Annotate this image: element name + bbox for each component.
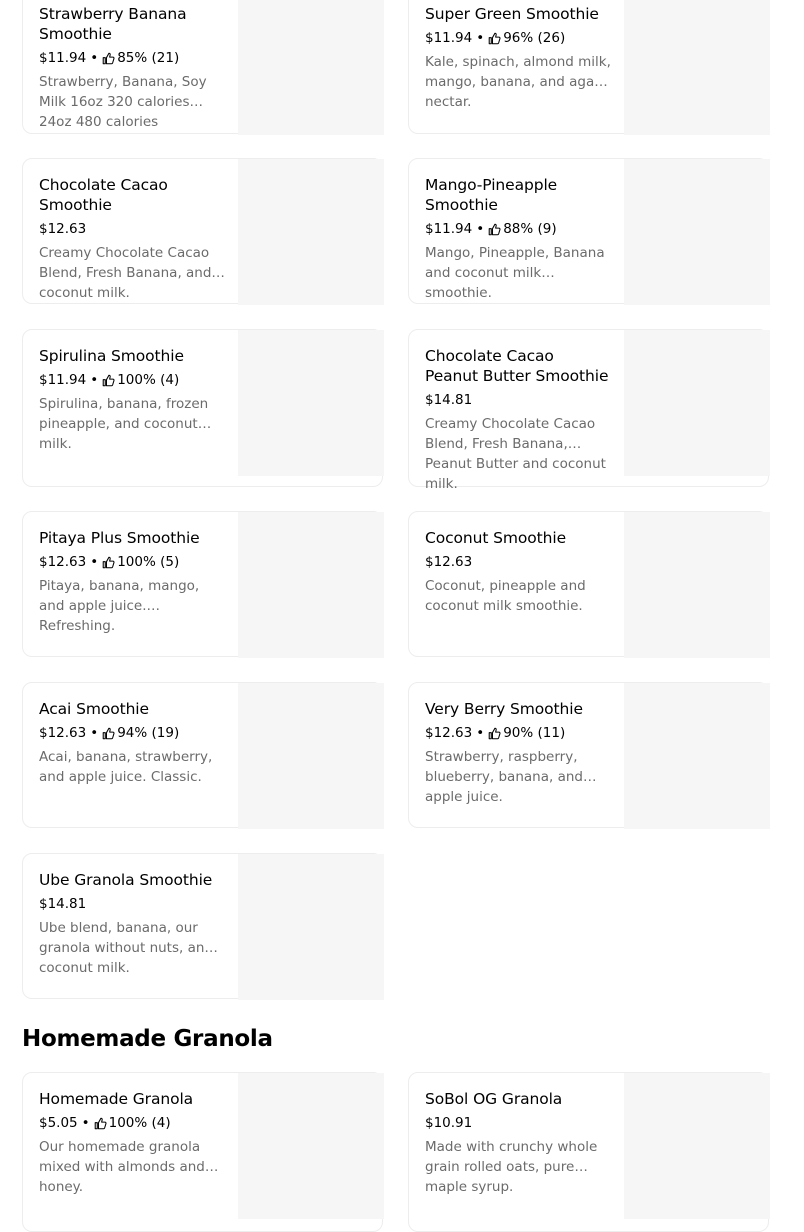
separator-dot: •	[81, 1115, 90, 1131]
separator-dot: •	[90, 725, 99, 741]
item-meta	[425, 1114, 611, 1132]
menu-item-card[interactable]	[408, 329, 769, 492]
thumbs-up-icon	[102, 374, 115, 387]
item-meta	[39, 895, 225, 913]
item-meta	[39, 371, 225, 389]
menu-item-card[interactable]	[408, 682, 769, 828]
item-name: Acai Smoothie	[39, 700, 149, 718]
separator-dot: •	[90, 554, 99, 570]
menu-item-card[interactable]	[408, 0, 769, 134]
item-image	[624, 159, 770, 305]
item-description: Acai, banana, strawberry, and apple juice. Classic.	[39, 749, 213, 785]
item-price: $12.63	[425, 725, 473, 741]
item-rating: 96% (26)	[503, 30, 566, 46]
item-image	[238, 1073, 384, 1219]
item-name: Ube Granola Smoothie	[39, 871, 213, 889]
item-rating: 100% (4)	[108, 1115, 171, 1131]
item-description: Strawberry, Banana, Soy Milk 16oz 320 calories 24oz 480 calories	[39, 74, 207, 130]
menu-item-card[interactable]	[22, 329, 383, 487]
item-name: Mango-Pineapple Smoothie	[425, 176, 558, 214]
item-description: Spirulina, banana, frozen pineapple, and coconut milk.	[39, 396, 209, 452]
menu-item-card[interactable]	[408, 511, 769, 657]
item-image	[238, 0, 384, 135]
menu-item-card[interactable]	[408, 158, 769, 304]
item-name: Very Berry Smoothie	[425, 700, 583, 718]
item-meta	[425, 553, 611, 571]
menu-item-card[interactable]	[22, 511, 383, 657]
item-name: Super Green Smoothie	[425, 5, 599, 23]
item-price: $12.63	[39, 554, 87, 570]
menu-item-card[interactable]	[408, 1072, 769, 1232]
item-name: Spirulina Smoothie	[39, 347, 184, 365]
item-image	[624, 330, 770, 476]
menu-item-card[interactable]	[22, 158, 383, 304]
item-description: Ube blend, banana, our granola without nuts, and coconut milk.	[39, 920, 213, 976]
item-meta	[425, 220, 611, 238]
item-price: $11.94	[425, 30, 473, 46]
item-description: Kale, spinach, almond milk, mango, banana, and agave nectar.	[425, 54, 611, 110]
thumbs-up-icon	[488, 223, 501, 236]
separator-dot: •	[476, 725, 485, 741]
item-price: $5.05	[39, 1115, 78, 1131]
separator-dot: •	[476, 30, 485, 46]
item-meta	[39, 1114, 225, 1132]
item-image	[238, 854, 384, 1000]
thumbs-up-icon	[102, 556, 115, 569]
section-title: Homemade Granola	[22, 1026, 273, 1052]
menu-item-card[interactable]	[22, 853, 383, 999]
item-rating: 100% (4)	[117, 372, 180, 388]
item-price: $12.63	[39, 725, 87, 741]
item-image	[624, 683, 770, 829]
item-meta	[39, 724, 225, 742]
item-meta	[39, 553, 225, 571]
separator-dot: •	[90, 50, 99, 66]
thumbs-up-icon	[102, 727, 115, 740]
item-rating: 85% (21)	[117, 50, 180, 66]
menu-item-card[interactable]	[22, 0, 383, 134]
menu-item-card[interactable]	[22, 682, 383, 828]
item-meta	[425, 29, 611, 47]
item-name: Chocolate Cacao Smoothie	[39, 176, 168, 214]
thumbs-up-icon	[488, 727, 501, 740]
item-price: $14.81	[425, 392, 473, 408]
item-description: Our homemade granola mixed with almonds and honey.	[39, 1139, 205, 1195]
item-image	[238, 683, 384, 829]
item-name: SoBol OG Granola	[425, 1090, 563, 1108]
item-description: Coconut, pineapple and coconut milk smoothie.	[425, 578, 586, 614]
item-price: $14.81	[39, 896, 87, 912]
item-price: $11.94	[39, 50, 87, 66]
item-meta	[425, 391, 611, 409]
item-meta	[39, 49, 225, 67]
item-image	[624, 512, 770, 658]
item-price: $10.91	[425, 1115, 473, 1131]
item-rating: 88% (9)	[503, 221, 557, 237]
item-price: $12.63	[425, 554, 473, 570]
item-name: Coconut Smoothie	[425, 529, 567, 547]
item-rating: 90% (11)	[503, 725, 566, 741]
item-name: Strawberry Banana Smoothie	[39, 5, 187, 43]
item-description: Creamy Chocolate Cacao Blend, Fresh Banana, Peanut Butter and coconut milk.	[425, 416, 606, 492]
item-price: $11.94	[425, 221, 473, 237]
item-description: Pitaya, banana, mango, and apple juice. Refreshing.	[39, 578, 200, 634]
item-meta	[39, 220, 225, 238]
item-image	[624, 1073, 770, 1219]
item-image	[238, 159, 384, 305]
item-description: Mango, Pineapple, Banana and coconut milk smoothie.	[425, 245, 605, 301]
thumbs-up-icon	[102, 52, 115, 65]
item-name: Pitaya Plus Smoothie	[39, 529, 200, 547]
item-rating: 94% (19)	[117, 725, 180, 741]
item-name: Chocolate Cacao Peanut Butter Smoothie	[425, 347, 609, 385]
item-price: $11.94	[39, 372, 87, 388]
separator-dot: •	[90, 372, 99, 388]
item-description: Made with crunchy whole grain rolled oats, pure maple syrup.	[425, 1139, 598, 1195]
item-image	[238, 512, 384, 658]
thumbs-up-icon	[488, 32, 501, 45]
item-meta	[425, 724, 611, 742]
item-image	[238, 330, 384, 476]
item-description: Strawberry, raspberry, blueberry, banana, and apple juice.	[425, 749, 583, 805]
item-description: Creamy Chocolate Cacao Blend, Fresh Banana, and coconut milk.	[39, 245, 212, 301]
item-image	[624, 0, 770, 135]
separator-dot: •	[476, 221, 485, 237]
menu-item-card[interactable]	[22, 1072, 383, 1232]
item-price: $12.63	[39, 221, 87, 237]
item-rating: 100% (5)	[117, 554, 180, 570]
item-name: Homemade Granola	[39, 1090, 194, 1108]
thumbs-up-icon	[94, 1117, 107, 1130]
